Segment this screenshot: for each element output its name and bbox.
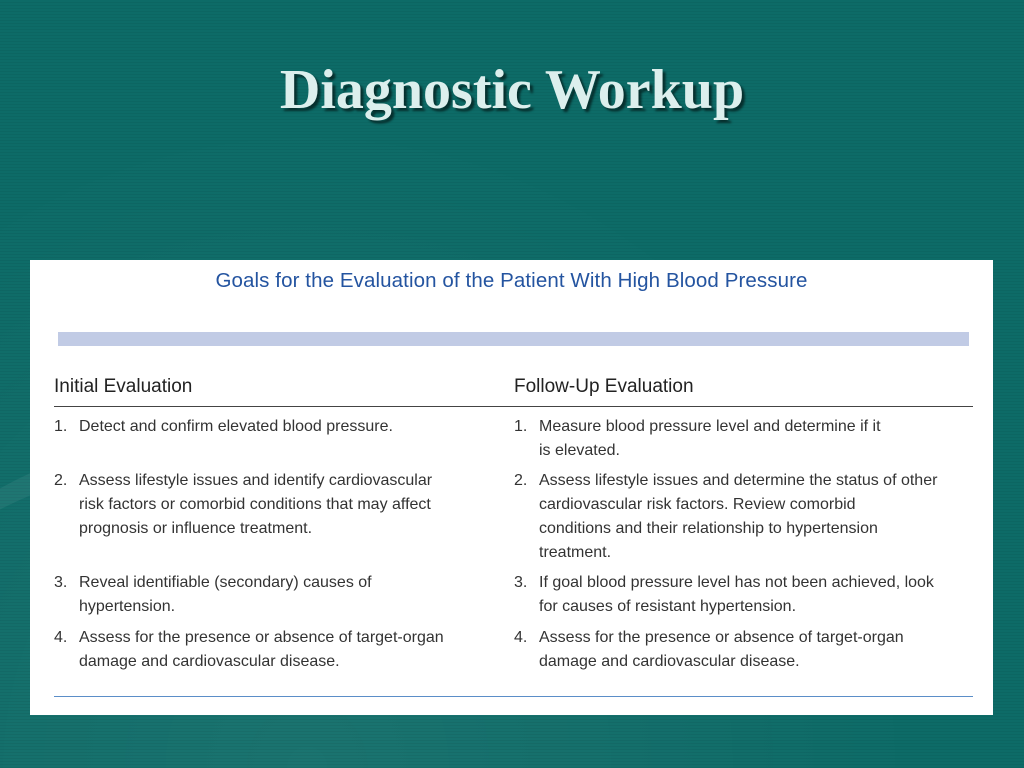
goals-table (30, 260, 993, 715)
item-number: 3. (514, 574, 528, 591)
initial-evaluation-header: Initial Evaluation (54, 376, 193, 397)
followup-goal-item (514, 469, 937, 565)
item-number: 4. (514, 629, 528, 646)
header-divider (54, 406, 973, 407)
item-number: 1. (54, 418, 68, 435)
followup-goal-item (514, 626, 904, 674)
item-text: Detect and confirm elevated blood pressure. (79, 418, 393, 435)
bottom-divider (54, 696, 973, 697)
initial-goal-item (54, 415, 393, 439)
followup-evaluation-header: Follow-Up Evaluation (514, 376, 694, 397)
initial-goal-item (54, 571, 372, 619)
item-text: Assess for the presence or absence of target-organ damage and cardiovascular disease. (539, 629, 904, 670)
accent-bar (58, 332, 969, 346)
item-text: If goal blood pressure level has not been achieved, look for causes of resistant hypertension. (539, 574, 934, 615)
slide-title: Diagnostic Workup (279, 59, 745, 121)
item-number: 2. (54, 472, 68, 489)
item-text: Measure blood pressure level and determine if it is elevated. (539, 418, 881, 459)
initial-goal-item (54, 626, 444, 674)
item-number: 2. (514, 472, 528, 489)
item-text: Assess for the presence or absence of target-organ damage and cardiovascular disease. (79, 629, 444, 670)
table-heading: Goals for the Evaluation of the Patient With High Blood Pressure (215, 269, 808, 292)
item-text: Assess lifestyle issues and identify cardiovascular risk factors or comorbid conditions that may affect prognosis or influence treatment. (79, 472, 433, 537)
initial-goal-item (54, 469, 432, 541)
followup-goal-item (514, 571, 934, 619)
item-number: 1. (514, 418, 528, 435)
item-number: 3. (54, 574, 68, 591)
item-number: 4. (54, 629, 68, 646)
item-text: Reveal identifiable (secondary) causes of hypertension. (79, 574, 372, 615)
followup-goal-item (514, 415, 881, 463)
item-text: Assess lifestyle issues and determine the status of other cardiovascular risk factors. Review comorbid conditions and their relationship to hypertension treatment. (539, 472, 938, 561)
